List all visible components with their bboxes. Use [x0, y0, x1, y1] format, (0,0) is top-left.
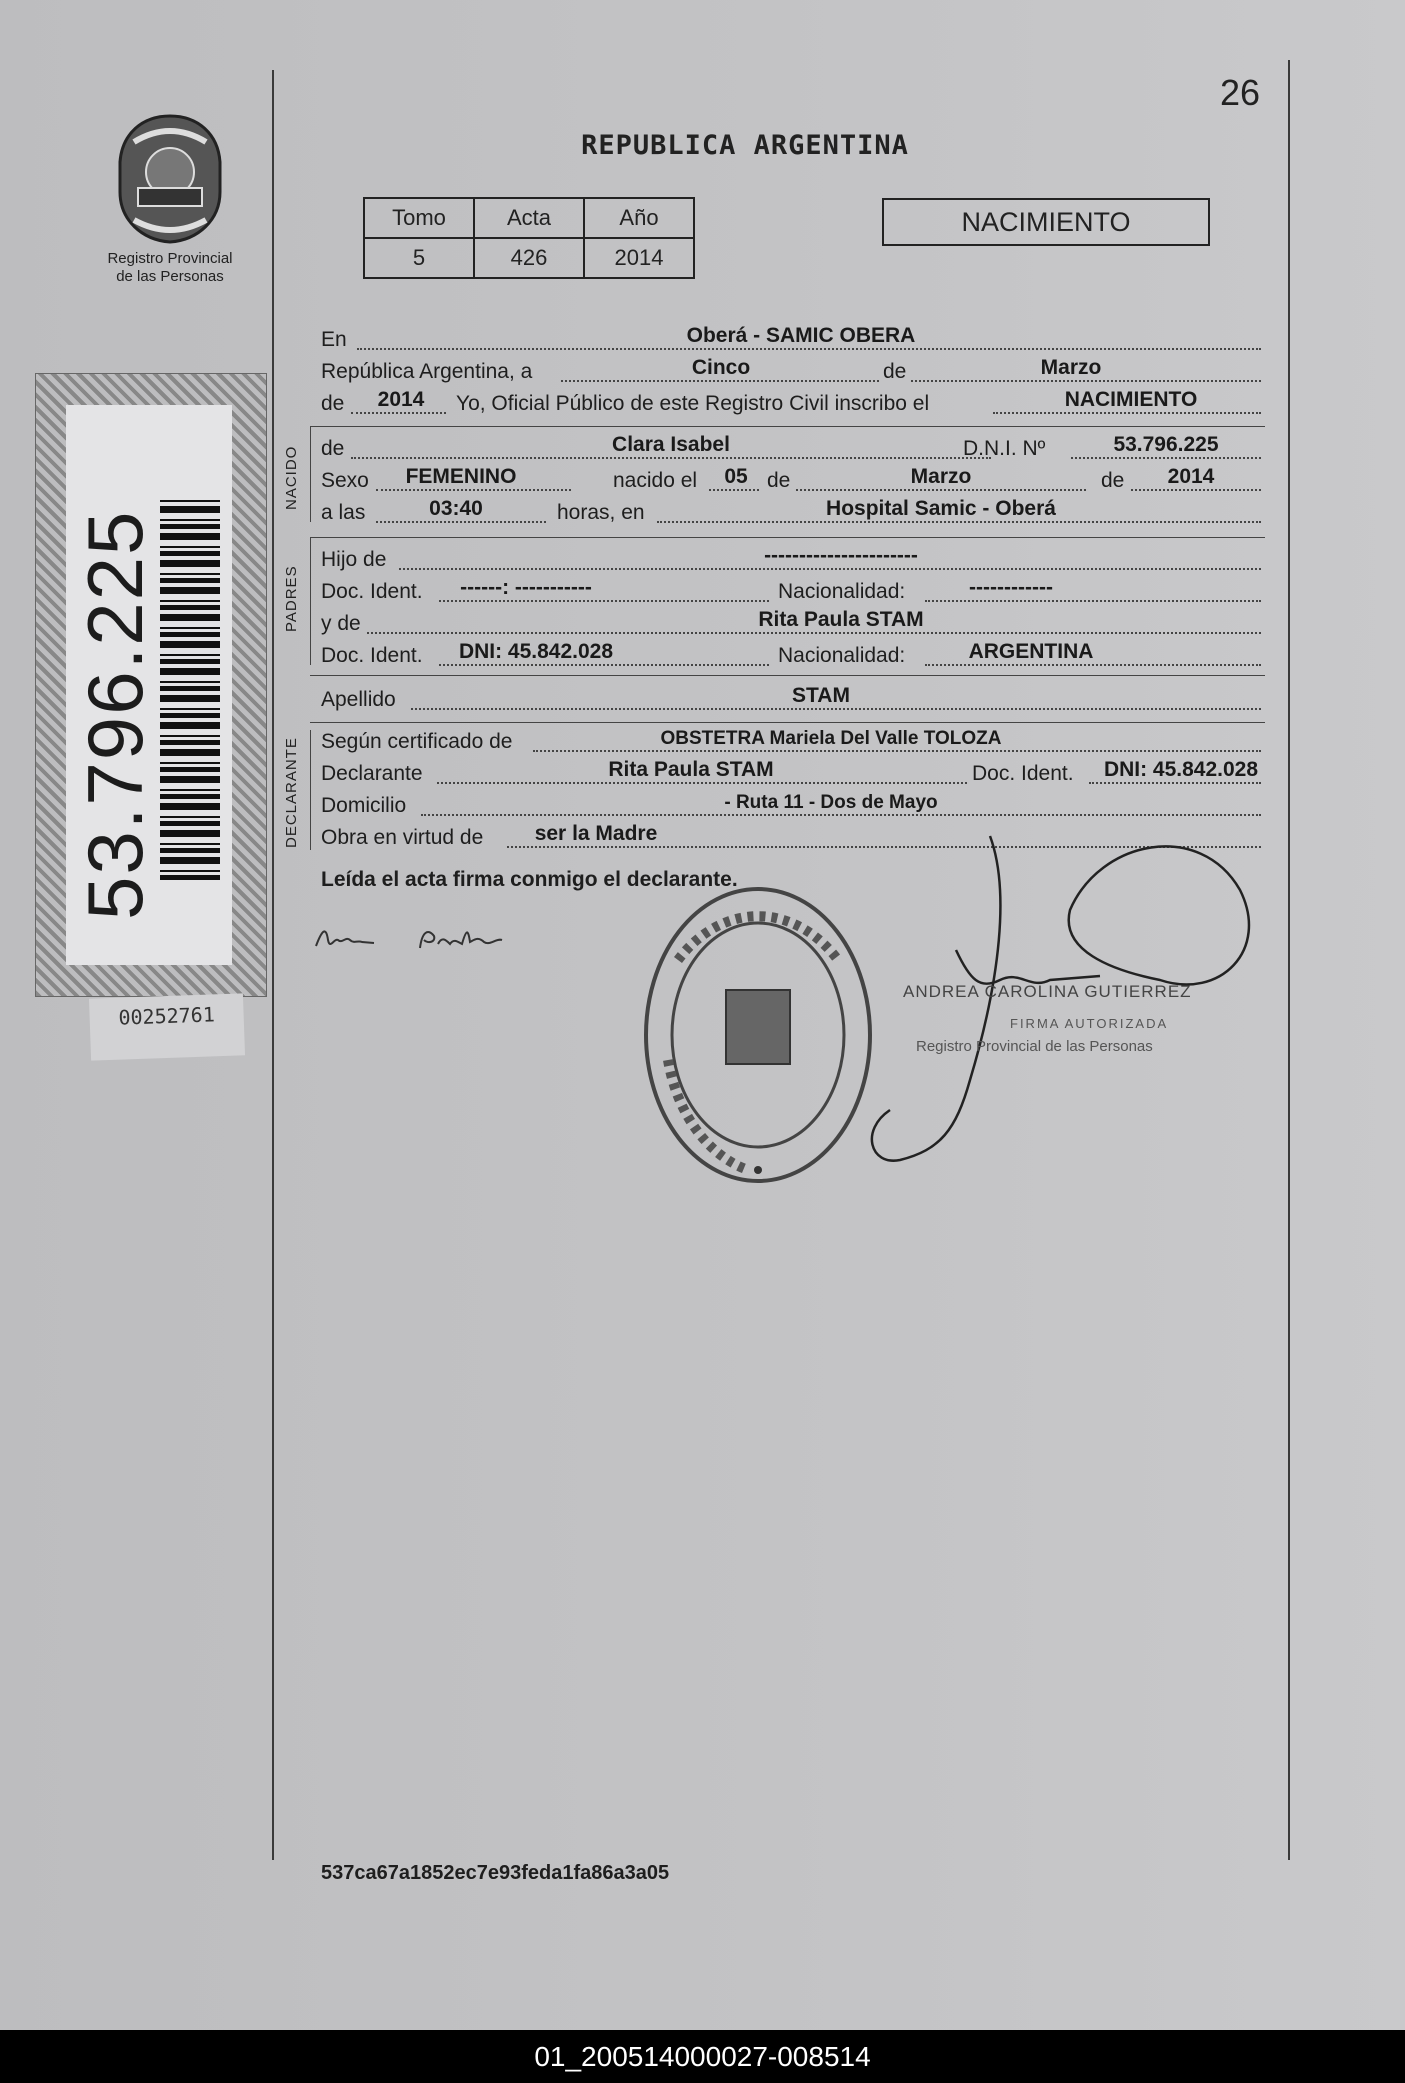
dotted-line: [1131, 489, 1261, 491]
dotted-line: [561, 380, 879, 382]
mother-nationality: ARGENTINA: [968, 640, 1094, 663]
registry-header-tomo: Tomo: [364, 198, 474, 238]
page-number: 26: [1220, 72, 1261, 113]
child-birth-year: 2014: [1167, 465, 1215, 488]
father-name: ----------------------: [764, 544, 918, 567]
mother-doc: DNI: 45.842.028: [458, 640, 614, 663]
dotted-line: [437, 782, 967, 784]
child-sexo: FEMENINO: [405, 465, 517, 488]
nacido-de-label-2: de: [767, 469, 791, 492]
intro-row-3: [321, 388, 1261, 418]
father-nationality-label: Nacionalidad:: [778, 580, 906, 603]
apellido-value: STAM: [792, 684, 850, 707]
padres-section-label: PADRES: [283, 565, 300, 632]
official-signature: [860, 830, 1260, 1180]
section-bar: [310, 426, 311, 522]
left-margin-line: [272, 70, 274, 1860]
registry-table-value-row: [364, 238, 694, 278]
dotted-line: [533, 750, 1261, 752]
mother-name: Rita Paula STAM: [758, 608, 924, 631]
right-margin-line: [1288, 60, 1290, 1860]
intro-de2-label: de: [321, 392, 345, 415]
dotted-line: [1071, 457, 1261, 459]
declarante-row-2: [321, 758, 1261, 788]
intro-day-words: Cinco: [691, 356, 751, 379]
declarante-doc-label: Doc. Ident.: [972, 762, 1074, 785]
y-de-label: y de: [321, 612, 361, 635]
intro-year: 2014: [377, 388, 425, 411]
dotted-line: [439, 664, 769, 666]
nacido-row-3: [321, 497, 1261, 527]
child-birth-month: Marzo: [910, 465, 972, 488]
dotted-line: [657, 521, 1261, 523]
registry-table-header-row: [364, 198, 694, 238]
official-organization: Registro Provincial de las Personas: [916, 1038, 1153, 1055]
child-birth-time: 03:40: [429, 497, 483, 520]
intro-statement: Yo, Oficial Público de este Registro Civil inscribo el: [456, 392, 930, 415]
sexo-label: Sexo: [321, 469, 369, 492]
dotted-line: [1089, 782, 1261, 784]
intro-de-label: de: [883, 360, 907, 383]
father-nationality: ------------: [969, 576, 1053, 599]
dotted-line: [351, 412, 446, 414]
declarante-name: Rita Paula STAM: [608, 758, 774, 781]
mother-nationality-label: Nacionalidad:: [778, 644, 906, 667]
intro-act: NACIMIENTO: [1064, 388, 1198, 411]
declarant-signature: [312, 910, 532, 960]
dotted-line: [993, 412, 1261, 414]
provincia-de-misiones-seal-icon: [112, 112, 228, 246]
mother-doc-label: Doc. Ident.: [321, 644, 423, 667]
footer-id-bar: 01_200514000027-008514: [0, 2030, 1405, 2083]
nacido-el-label: nacido el: [613, 469, 698, 492]
hijo-de-label: Hijo de: [321, 548, 387, 571]
registry-value-ano: 2014: [584, 238, 694, 278]
domicilio-value: - Ruta 11 - Dos de Mayo: [724, 792, 938, 813]
obra-label: Obra en virtud de: [321, 826, 484, 849]
certificado-value: OBSTETRA Mariela Del Valle TOLOZA: [660, 728, 1002, 749]
declarante-label: Declarante: [321, 762, 423, 785]
dotted-line: [411, 708, 1261, 710]
intro-row-2: [321, 356, 1261, 386]
obra-value: ser la Madre: [534, 822, 658, 845]
dotted-line: [399, 568, 1261, 570]
section-rule: [310, 426, 1265, 427]
apellido-label: Apellido: [321, 688, 396, 711]
document-hash: 537ca67a1852ec7e93feda1fa86a3a05: [321, 1862, 670, 1884]
republica-label: República Argentina, a: [321, 360, 533, 383]
certificado-label: Según certificado de: [321, 730, 513, 753]
dotted-line: [376, 521, 546, 523]
barcode-number: 53.796.225: [71, 509, 159, 920]
dotted-line: [439, 600, 769, 602]
official-role: FIRMA AUTORIZADA: [1010, 1016, 1169, 1031]
dotted-line: [911, 380, 1261, 382]
declarante-row-1: [321, 726, 1261, 756]
registry-line-1: Registro Provincial: [107, 250, 233, 267]
dni-label: D.N.I. Nº: [963, 437, 1046, 460]
dotted-line: [421, 814, 1261, 816]
padres-row-1: [321, 544, 1261, 574]
dotted-line: [796, 489, 1086, 491]
en-label: En: [321, 328, 347, 351]
section-bar: [310, 730, 311, 850]
domicilio-label: Domicilio: [321, 794, 407, 817]
child-dni: 53.796.225: [1113, 433, 1219, 456]
section-rule: [310, 722, 1265, 723]
registry-value-acta: 426: [474, 238, 584, 278]
registry-header-acta: Acta: [474, 198, 584, 238]
intro-row-1: [321, 324, 1261, 354]
nacido-de-label: de: [321, 437, 345, 460]
registry-value-tomo: 5: [364, 238, 474, 278]
a-las-label: a las: [321, 501, 366, 524]
official-name: ANDREA CAROLINA GUTIERREZ: [903, 982, 1192, 1001]
dotted-line: [351, 457, 991, 459]
section-rule: [310, 675, 1265, 676]
section-rule: [310, 537, 1265, 538]
registry-line-2: de las Personas: [116, 268, 224, 285]
padres-row-3: [321, 608, 1261, 638]
child-birth-day: 05: [724, 465, 748, 488]
section-bar: [310, 537, 311, 665]
dotted-line: [709, 489, 759, 491]
dotted-line: [357, 348, 1261, 350]
apellido-row: [321, 684, 1261, 714]
father-doc: ------: -----------: [460, 576, 592, 599]
nacido-section-label: NACIDO: [283, 445, 300, 510]
registry-name: [90, 250, 250, 286]
declarante-row-3: [321, 790, 1261, 820]
registry-header-ano: Año: [584, 198, 694, 238]
document-title: REPUBLICA ARGENTINA: [581, 130, 909, 161]
read-and-sign-statement: Leída el acta firma conmigo el declarante.: [321, 868, 738, 891]
declarante-section-label: DECLARANTE: [283, 737, 300, 848]
padres-row-2: [321, 576, 1261, 606]
declarante-doc: DNI: 45.842.028: [1103, 758, 1259, 781]
serial-sticker: 00252761: [89, 993, 245, 1060]
delegacion-stamp-icon: [638, 880, 878, 1190]
dotted-line: [925, 664, 1261, 666]
act-type-box: NACIMIENTO: [882, 198, 1210, 246]
horas-label: horas, en: [557, 501, 645, 524]
dotted-line: [367, 632, 1261, 634]
intro-month: Marzo: [1040, 356, 1102, 379]
dotted-line: [376, 489, 571, 491]
registry-table: [363, 197, 695, 279]
father-doc-label: Doc. Ident.: [321, 580, 423, 603]
nacido-row-2: [321, 465, 1261, 495]
nacido-row-1: [321, 433, 1261, 463]
child-name: Clara Isabel: [612, 433, 730, 456]
nacido-de-label-3: de: [1101, 469, 1125, 492]
intro-place: Oberá - SAMIC OBERA: [686, 324, 916, 347]
dotted-line: [925, 600, 1261, 602]
barcode-icon: [160, 500, 220, 880]
padres-row-4: [321, 640, 1261, 670]
child-birth-place: Hospital Samic - Oberá: [826, 497, 1056, 520]
